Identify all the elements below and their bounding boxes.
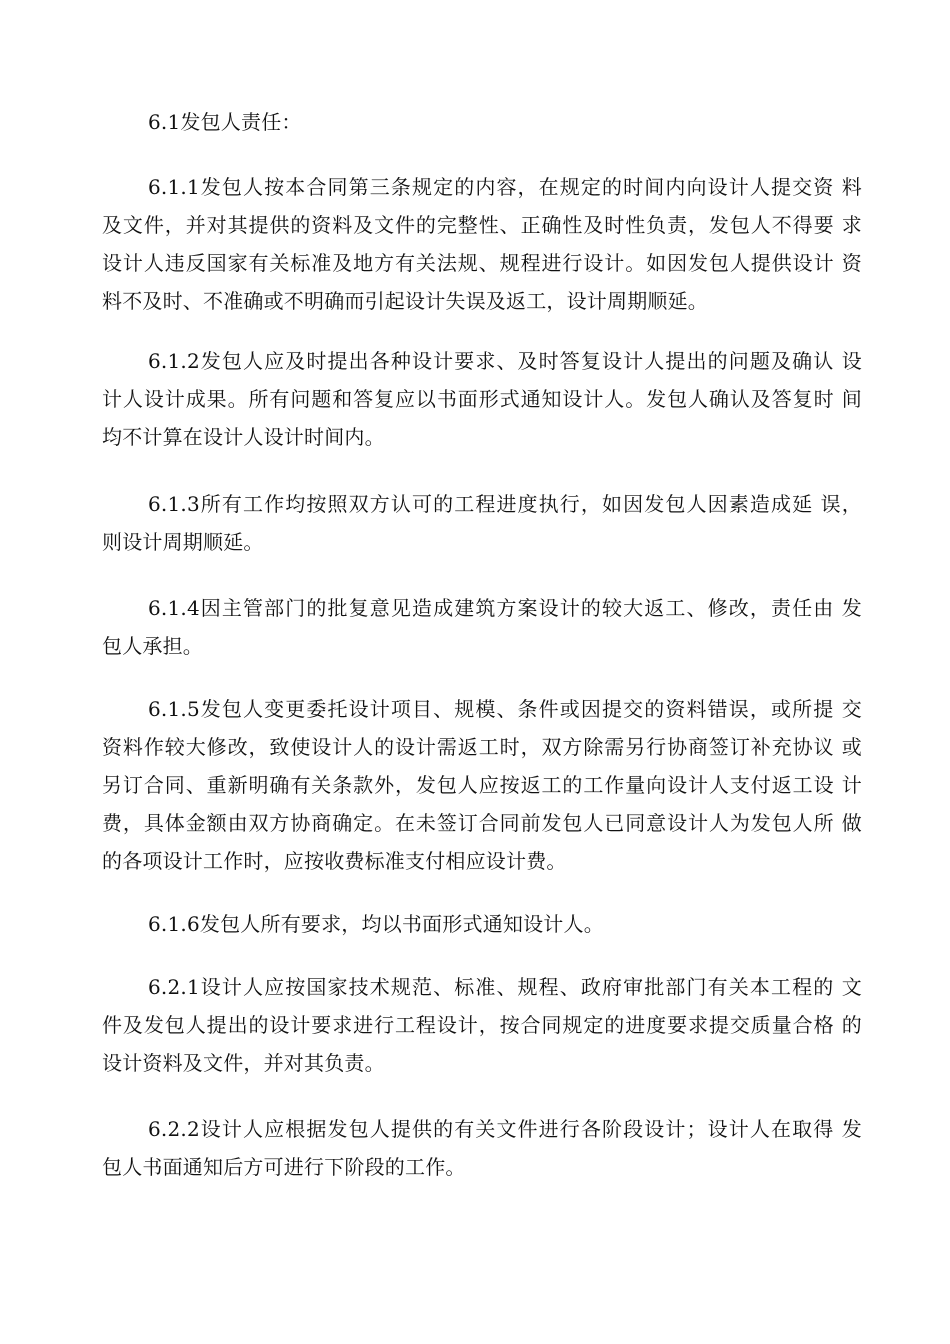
text-line: 料不及时、不准确或不明确而引起设计失误及返工，设计周期顺延。 (102, 289, 708, 313)
text-line: 设计资料及文件，并对其负责。 (102, 1051, 385, 1075)
text-line: 6.1.6发包人所有要求，均以书面形式通知设计人。 (148, 912, 604, 936)
text-line: 件及发包人提出的设计要求进行工程设计，按合同规定的进度要求提交质量合格 的 (102, 1013, 862, 1037)
text-line: 均不计算在设计人设计时间内。 (102, 425, 385, 449)
text-line: 计人设计成果。所有问题和答复应以书面形式通知设计人。发包人确认及答复时 间 (102, 387, 862, 411)
paragraph-6-1-4 (102, 589, 862, 665)
text-line: 6.1发包人责任： (148, 110, 302, 134)
paragraph-6-2-2 (102, 1110, 862, 1186)
text-line: 另订合同、重新明确有关条款外，发包人应按返工的工作量向设计人支付返工设 计 (102, 773, 862, 797)
paragraph-6-1-6 (102, 905, 862, 943)
paragraph-6-2-1 (102, 968, 862, 1082)
paragraph-6-1 (102, 103, 862, 141)
text-line: 资料作较大修改，致使设计人的设计需返工时，双方除需另行协商签订补充协议 或 (102, 735, 862, 759)
text-line: 6.2.2设计人应根据发包人提供的有关文件进行各阶段设计；设计人在取得 发 (148, 1117, 862, 1141)
text-line: 包人书面通知后方可进行下阶段的工作。 (102, 1155, 466, 1179)
text-line: 费，具体金额由双方协商确定。在未签订合同前发包人已同意设计人为发包人所 做 (102, 811, 862, 835)
text-line: 6.1.2发包人应及时提出各种设计要求、及时答复设计人提出的问题及确认 设 (148, 349, 862, 373)
text-line: 及文件，并对其提供的资料及文件的完整性、正确性及时性负责，发包人不得要 求 (102, 213, 862, 237)
text-line: 6.1.3所有工作均按照双方认可的工程进度执行，如因发包人因素造成延 误， (148, 492, 862, 516)
text-line: 的各项设计工作时，应按收费标准支付相应设计费。 (102, 849, 567, 873)
text-line: 包人承担。 (102, 634, 203, 658)
text-line: 设计人违反国家有关标准及地方有关法规、规程进行设计。如因发包人提供设计 资 (102, 251, 862, 275)
paragraph-6-1-5 (102, 690, 862, 880)
paragraph-6-1-1 (102, 168, 862, 320)
text-line: 6.1.4因主管部门的批复意见造成建筑方案设计的较大返工、修改，责任由 发 (148, 596, 862, 620)
paragraph-6-1-2 (102, 342, 862, 456)
text-line: 6.2.1设计人应按国家技术规范、标准、规程、政府审批部门有关本工程的 文 (148, 975, 862, 999)
text-line: 6.1.5发包人变更委托设计项目、规模、条件或因提交的资料错误，或所提 交 (148, 697, 862, 721)
text-line: 则设计周期顺延。 (102, 530, 264, 554)
text-line: 6.1.1发包人按本合同第三条规定的内容，在规定的时间内向设计人提交资 料 (148, 175, 862, 199)
paragraph-6-1-3 (102, 485, 862, 561)
